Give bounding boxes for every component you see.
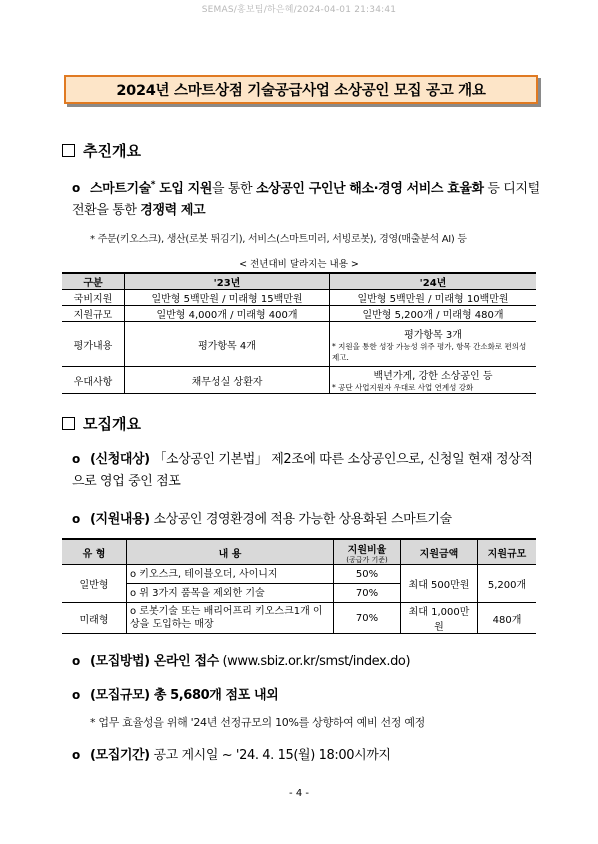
table-row: 일반형 ο 키오스크, 테이블오더, 사이니지 50% 최대 500만원 5,200개 xyxy=(62,565,536,584)
support-table xyxy=(62,538,536,634)
compare-table xyxy=(62,272,536,394)
bullet-icon: ο xyxy=(72,688,80,702)
recruit-support: ο (지원내용) 소상공인 경영환경에 적용 가능한 상용화된 스마트기술 xyxy=(72,508,542,531)
table-row: 우대사항 채무성실 상환자 백년가게, 강한 소상공인 등 * 공단 사업지원자 우대로 사업 연계성 강화 xyxy=(62,367,536,394)
section-label: 추진개요 xyxy=(83,142,141,160)
section-heading-recruit xyxy=(62,413,141,434)
section-label: 모집개요 xyxy=(83,415,141,433)
recruit-target: ο (신청대상) 「소상공인 기본법」 제2조에 따른 소상공인으로, 신청일 현재 정상적으로 영업 중인 점포 xyxy=(72,448,542,493)
promotion-note: * 주문(키오스크), 생산(로봇 튀김기), 서비스(스마트미러, 서빙로봇), 경영(매출분석 AI) 등 xyxy=(90,234,467,245)
section-heading-promotion xyxy=(62,140,141,161)
bullet-icon: ο xyxy=(72,512,80,526)
page-title: 2024년 스마트상점 기술공급사업 소상공인 모집 공고 개요 xyxy=(64,75,538,104)
bullet-icon: ο xyxy=(72,181,80,196)
table-row: 지원규모 일반형 4,000개 / 미래형 400개 일반형 5,200개 / 미래형 480개 xyxy=(62,306,536,322)
recruit-period: ο (모집기간) 공고 게시일 ~ '24. 4. 15(월) 18:00시까지 xyxy=(72,744,542,767)
checkbox-square-icon xyxy=(62,417,75,430)
checkbox-square-icon xyxy=(62,144,75,157)
bullet-icon: ο xyxy=(72,748,80,762)
table-row: 국비지원 일반형 5백만원 / 미래형 15백만원 일반형 5백만원 / 미래형 10백만원 xyxy=(62,290,536,306)
compare-caption: < 전년대비 달라지는 내용 > xyxy=(239,259,359,270)
recruit-method: ο (모집방법) 온라인 접수 (www.sbiz.or.kr/smst/index.do) xyxy=(72,650,542,673)
table-header-row: 유 형 내 용 지원비율 (공급가 기준) 지원금액 지원규모 xyxy=(62,539,536,565)
recruit-scale-note: * 업무 효율성을 위해 '24년 선정규모의 10%를 상향하여 예비 선정 예정 xyxy=(90,716,425,729)
recruit-scale: ο (모집규모) 총 5,680개 점포 내외 xyxy=(72,684,542,707)
bullet-icon: ο xyxy=(72,654,80,668)
table-row: 평가내용 평가항목 4개 평가항목 3개 * 지원을 통한 성장 가능성 위주 평가, 항목 간소화로 편의성 제고. xyxy=(62,322,536,367)
table-row: 미래형 ο 로봇기술 또는 배리어프리 키오스크1개 이상을 도입하는 매장 70% 최대 1,000만원 480개 xyxy=(62,603,536,634)
table-header-row: 구분 '23년 '24년 xyxy=(62,273,536,290)
page-number: - 4 - xyxy=(289,788,309,799)
watermark: SEMAS/홍보팀/하은혜/2024-04-01 21:34:41 xyxy=(201,5,397,15)
promotion-paragraph: ο 스마트기술* 도입 지원을 통한 소상공인 구인난 해소·경영 서비스 효율화 등 디지털 전환을 통한 경쟁력 제고 xyxy=(72,174,542,222)
table-row: ο 위 3가지 품목을 제외한 기술 70% xyxy=(62,584,536,603)
bullet-icon: ο xyxy=(72,452,80,466)
